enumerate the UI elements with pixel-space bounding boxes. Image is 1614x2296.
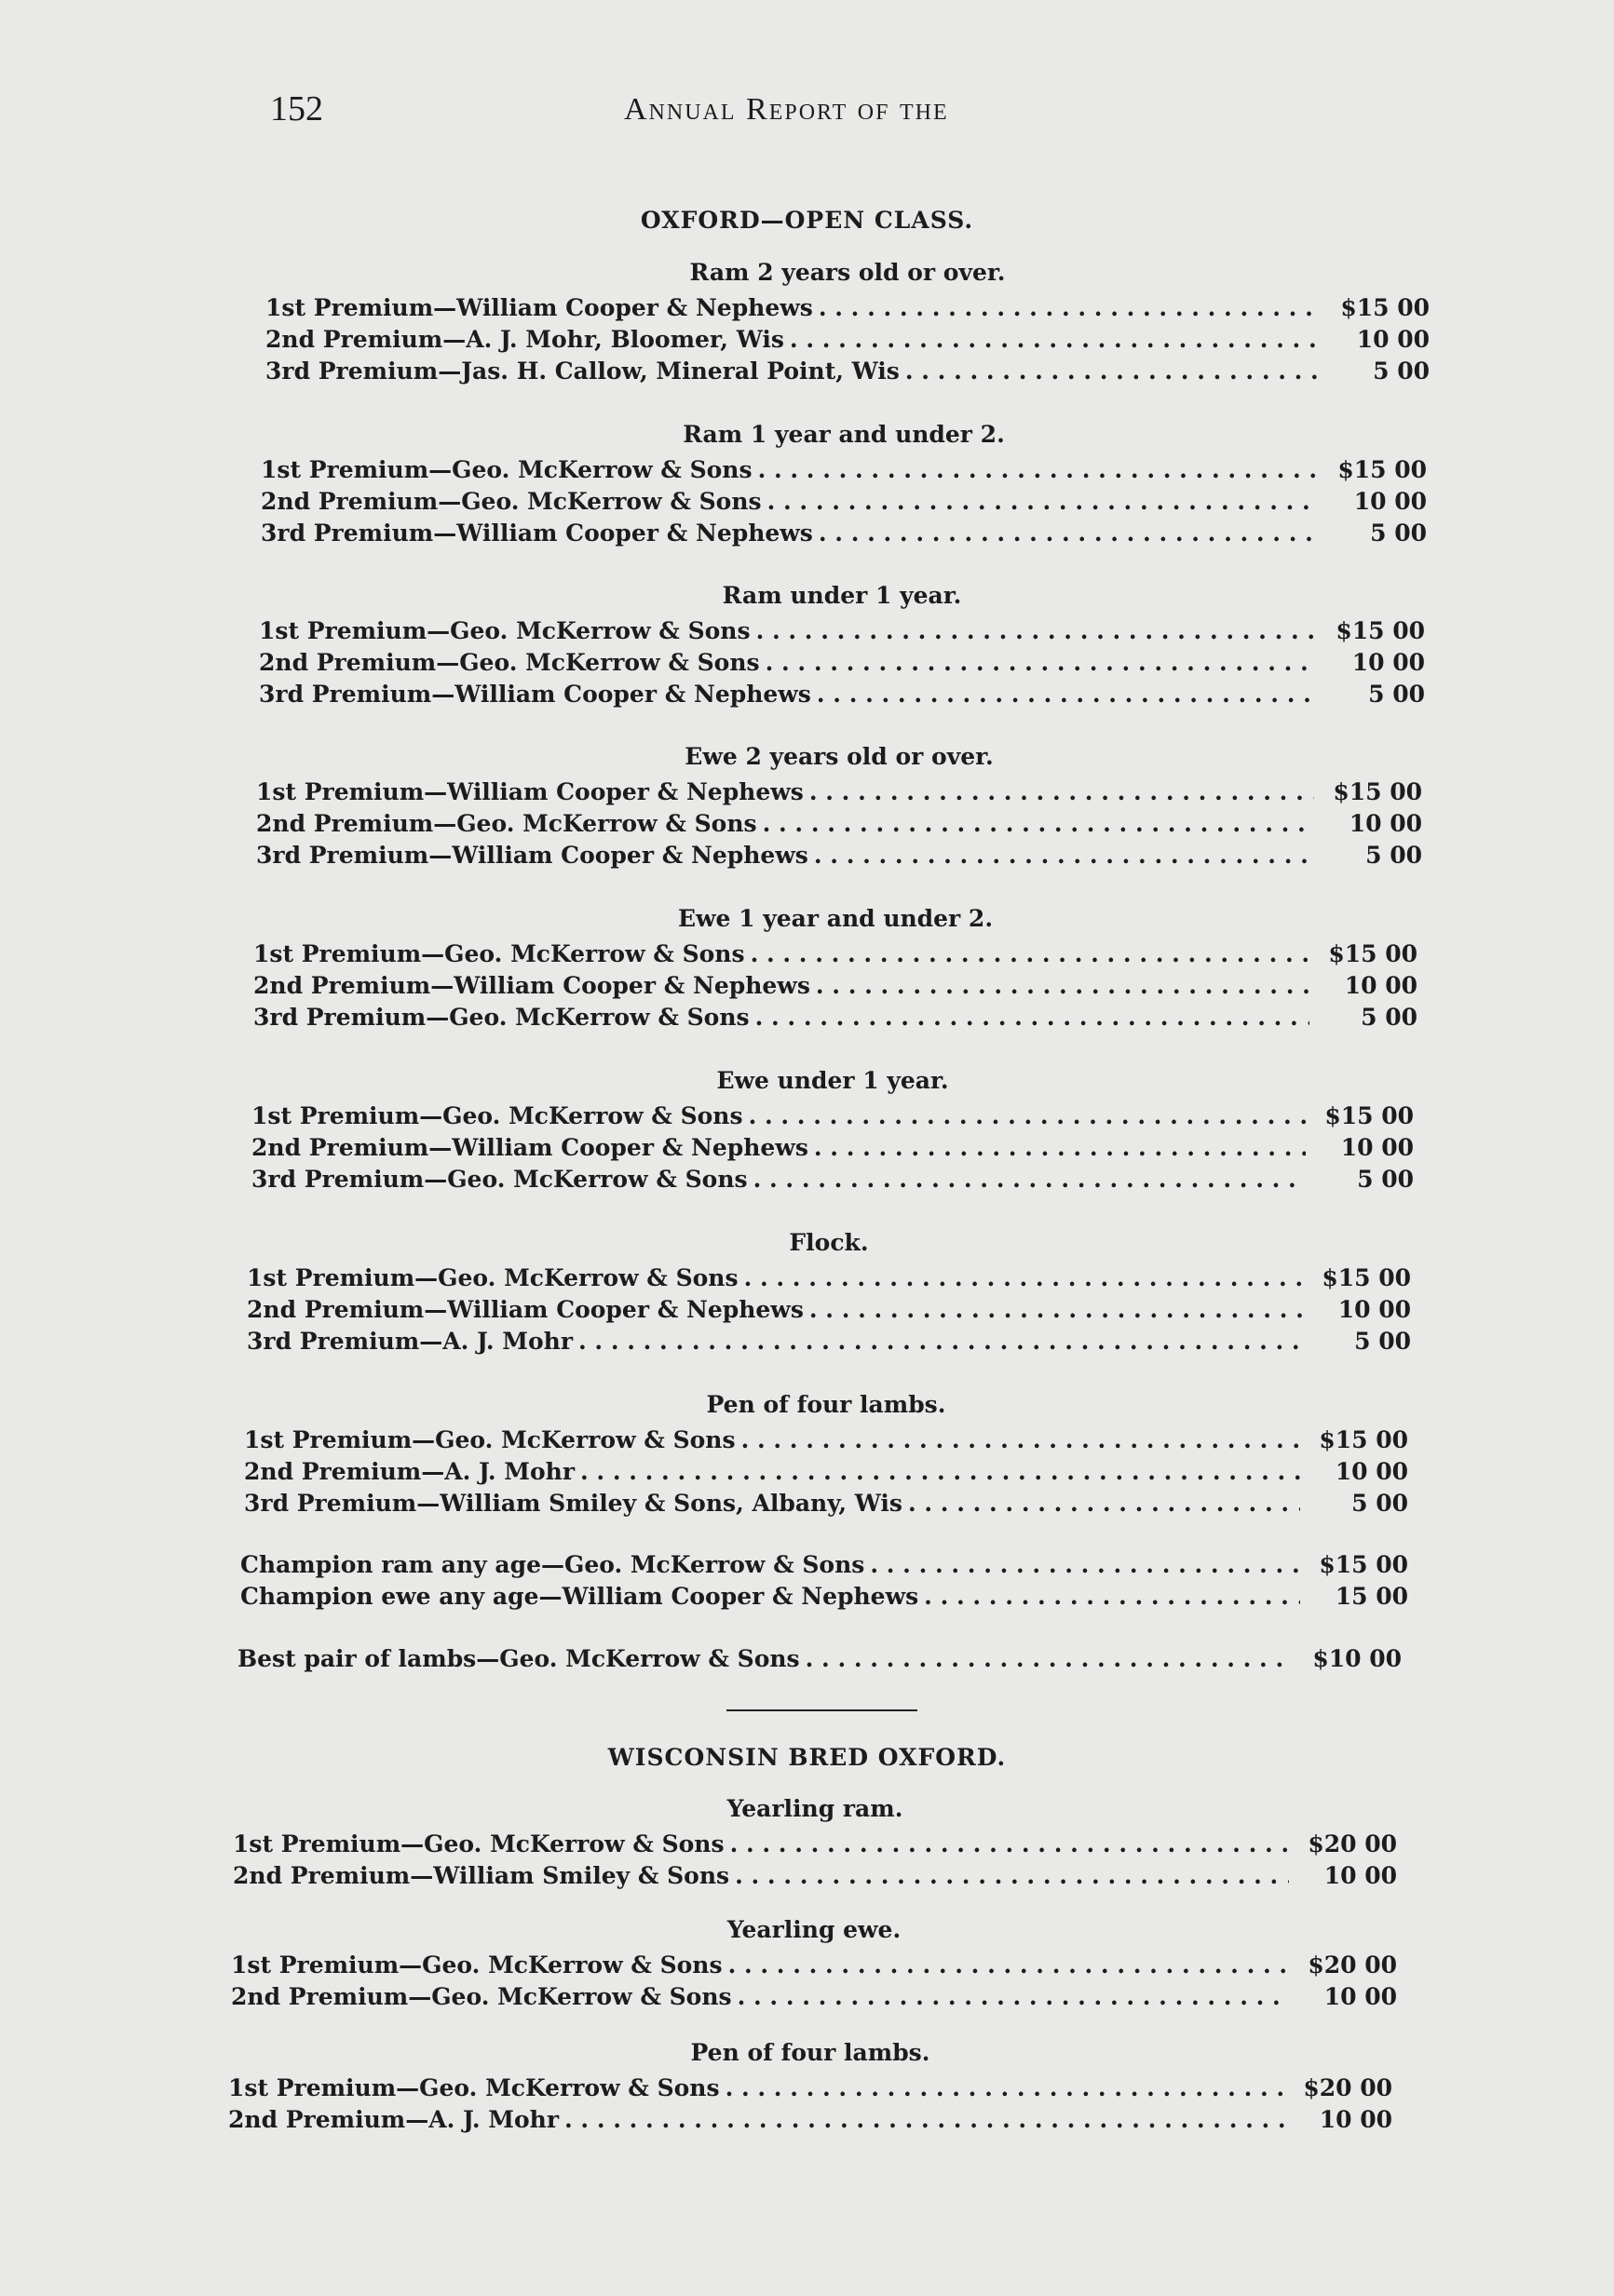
premium-amount: 10 00 <box>1323 1983 1397 2010</box>
premium-entry <box>261 454 1427 486</box>
premium-label: 1st Premium—Geo. McKerrow & Sons <box>244 1426 736 1453</box>
premium-entry <box>253 939 1417 970</box>
premium-label: 3rd Premium—William Smiley & Sons, Albany, Wis <box>244 1490 902 1517</box>
section-title-oxford-open: OXFORD—OPEN CLASS. <box>640 207 974 234</box>
page-header <box>270 88 1108 135</box>
premium-group <box>240 1549 1408 1613</box>
premium-amount: 5 00 <box>1351 1490 1408 1517</box>
premium-entry <box>265 356 1430 387</box>
section-title-wisconsin-bred: WISCONSIN BRED OXFORD. <box>607 1744 1007 1771</box>
premium-group <box>247 1229 1411 1357</box>
premium-entry <box>251 1132 1414 1164</box>
premium-entry <box>261 518 1427 549</box>
premium-group <box>261 421 1427 549</box>
premium-label: 2nd Premium—A. J. Mohr <box>228 2106 560 2133</box>
premium-entry <box>247 1294 1411 1326</box>
premium-amount: $15 00 <box>1333 778 1422 805</box>
premium-amount: $15 00 <box>1336 617 1425 644</box>
dot-leader <box>738 1981 1289 2013</box>
premium-label: 1st Premium—William Cooper & Nephews <box>256 778 804 805</box>
dot-leader <box>767 486 1319 518</box>
dot-leader <box>766 647 1317 679</box>
class-heading: Ewe 2 years old or over. <box>685 743 994 770</box>
premium-label: 3rd Premium—Jas. H. Callow, Mineral Point, Wis <box>265 358 900 385</box>
premium-label: 1st Premium—Geo. McKerrow & Sons <box>247 1264 739 1291</box>
premium-group <box>251 1067 1414 1195</box>
premium-amount: $15 00 <box>1322 1264 1411 1291</box>
premium-entry <box>256 777 1422 808</box>
class-heading: Pen of four lambs. <box>690 2039 930 2066</box>
page-number: 152 <box>270 89 323 128</box>
premium-label: 1st Premium—Geo. McKerrow & Sons <box>231 1952 723 1979</box>
premium-label: 2nd Premium—William Smiley & Sons <box>233 1862 730 1889</box>
premium-amount: 5 00 <box>1373 358 1430 385</box>
premium-label: 3rd Premium—Geo. McKerrow & Sons <box>253 1004 750 1031</box>
class-heading: Yearling ewe. <box>726 1916 902 1943</box>
dot-leader <box>741 1425 1300 1456</box>
dot-leader <box>749 1101 1306 1132</box>
dot-leader <box>753 1164 1306 1195</box>
premium-label: Champion ram any age—Geo. McKerrow & Sons <box>240 1551 865 1578</box>
premium-entry <box>240 1581 1408 1613</box>
premium-label: 2nd Premium—Geo. McKerrow & Sons <box>256 810 757 837</box>
premium-entry <box>265 292 1430 324</box>
premium-amount: $15 00 <box>1340 294 1430 321</box>
premium-entry <box>247 1326 1411 1357</box>
premium-label: 3rd Premium—William Cooper & Nephews <box>261 520 813 547</box>
premium-entry <box>253 970 1417 1002</box>
premium-label: 1st Premium—Geo. McKerrow & Sons <box>261 456 753 483</box>
dot-leader <box>908 1488 1300 1519</box>
premium-amount: 10 00 <box>1340 1134 1414 1161</box>
premium-amount: $15 00 <box>1328 940 1417 967</box>
dot-leader <box>806 1643 1294 1675</box>
dot-leader <box>790 324 1322 356</box>
premium-label: 2nd Premium—William Cooper & Nephews <box>247 1296 804 1323</box>
dot-leader <box>870 1549 1300 1581</box>
dot-leader <box>578 1326 1303 1357</box>
premium-amount: $10 00 <box>1312 1645 1402 1672</box>
dot-leader <box>730 1829 1289 1860</box>
premium-entry <box>240 1549 1408 1581</box>
class-heading: Ram under 1 year. <box>722 582 962 609</box>
premium-label: 2nd Premium—Geo. McKerrow & Sons <box>259 649 760 676</box>
class-heading: Ram 1 year and under 2. <box>683 421 1005 448</box>
premium-label: 2nd Premium—Geo. McKerrow & Sons <box>261 488 762 515</box>
premium-label: 3rd Premium—Geo. McKerrow & Sons <box>251 1166 748 1193</box>
premium-label: 3rd Premium—William Cooper & Nephews <box>259 681 811 708</box>
running-head: Annual Report of the <box>624 92 949 127</box>
premium-label: 3rd Premium—A. J. Mohr <box>247 1328 573 1355</box>
premium-label: 1st Premium—Geo. McKerrow & Sons <box>251 1102 743 1129</box>
premium-amount: 10 00 <box>1344 972 1417 999</box>
premium-entry <box>231 1981 1397 2013</box>
premium-entry <box>247 1263 1411 1294</box>
premium-amount: $15 00 <box>1319 1551 1408 1578</box>
premium-entry <box>251 1164 1414 1195</box>
premium-entry <box>259 615 1425 647</box>
premium-entry <box>244 1425 1408 1456</box>
premium-amount: 10 00 <box>1337 1296 1411 1323</box>
dot-leader <box>564 2104 1284 2136</box>
premium-label: 2nd Premium—William Cooper & Nephews <box>253 972 810 999</box>
dot-leader <box>728 1950 1289 1981</box>
premium-label: 1st Premium—Geo. McKerrow & Sons <box>228 2074 720 2101</box>
premium-entry <box>265 324 1430 356</box>
dot-leader <box>744 1263 1303 1294</box>
premium-amount: $20 00 <box>1308 1952 1397 1979</box>
class-heading: Ram 2 years old or over. <box>689 259 1006 286</box>
premium-amount: $15 00 <box>1319 1426 1408 1453</box>
premium-amount: $20 00 <box>1303 2074 1392 2101</box>
premium-amount: 5 00 <box>1354 1328 1411 1355</box>
premium-label: 1st Premium—Geo. McKerrow & Sons <box>259 617 751 644</box>
premium-amount: 10 00 <box>1323 1862 1397 1889</box>
dot-leader <box>755 1002 1309 1033</box>
premium-entry <box>233 1829 1397 1860</box>
premium-group <box>253 905 1417 1033</box>
premium-label: 2nd Premium—William Cooper & Nephews <box>251 1134 808 1161</box>
premium-amount: 5 00 <box>1361 1004 1417 1031</box>
class-heading: Ewe under 1 year. <box>716 1067 949 1094</box>
premium-amount: 5 00 <box>1370 520 1427 547</box>
dot-leader <box>809 1294 1303 1326</box>
premium-entry <box>251 1101 1414 1132</box>
premium-entry <box>256 808 1422 840</box>
premium-group <box>233 1795 1397 1892</box>
dot-leader <box>580 1456 1300 1488</box>
premium-entry <box>244 1456 1408 1488</box>
premium-entry <box>228 2104 1392 2136</box>
premium-entry <box>253 1002 1417 1033</box>
dot-leader <box>819 518 1319 549</box>
premium-amount: 10 00 <box>1349 810 1422 837</box>
premium-group <box>265 259 1430 387</box>
premium-label: 1st Premium—William Cooper & Nephews <box>265 294 813 321</box>
premium-label: 2nd Premium—A. J. Mohr, Bloomer, Wis <box>265 326 784 353</box>
class-heading: Yearling ram. <box>726 1795 903 1822</box>
premium-label: 1st Premium—Geo. McKerrow & Sons <box>253 940 745 967</box>
premium-amount: 15 00 <box>1335 1583 1408 1610</box>
premium-amount: 10 00 <box>1353 488 1427 515</box>
premium-label: Champion ewe any age—William Cooper & Nephews <box>240 1583 919 1610</box>
premium-group <box>259 582 1425 710</box>
premium-group <box>244 1391 1408 1519</box>
dot-leader <box>756 615 1317 647</box>
dot-leader <box>814 1132 1306 1164</box>
dot-leader <box>817 679 1317 710</box>
dot-leader <box>924 1581 1300 1613</box>
premium-entry <box>231 1950 1397 1981</box>
premium-entry <box>237 1643 1402 1675</box>
premium-amount: 5 00 <box>1365 842 1422 869</box>
dot-leader <box>809 777 1314 808</box>
premium-entry <box>228 2073 1392 2104</box>
premium-amount: $15 00 <box>1337 456 1427 483</box>
class-heading: Pen of four lambs. <box>706 1391 946 1418</box>
premium-entry <box>259 647 1425 679</box>
premium-amount: 10 00 <box>1335 1458 1408 1485</box>
premium-label: 3rd Premium—William Cooper & Nephews <box>256 842 808 869</box>
premium-group <box>256 743 1422 871</box>
premium-entry <box>259 679 1425 710</box>
premium-group <box>231 1916 1397 2013</box>
dot-leader <box>751 939 1309 970</box>
premium-entry <box>244 1488 1408 1519</box>
class-heading: Ewe 1 year and under 2. <box>677 905 994 932</box>
dot-leader <box>735 1860 1289 1892</box>
premium-amount: $15 00 <box>1324 1102 1414 1129</box>
premium-amount: 10 00 <box>1351 649 1425 676</box>
dot-leader <box>814 840 1314 871</box>
premium-amount: 5 00 <box>1357 1166 1414 1193</box>
premium-amount: $20 00 <box>1308 1830 1397 1857</box>
dot-leader <box>726 2073 1284 2104</box>
dot-leader <box>819 292 1322 324</box>
premium-entry <box>233 1860 1397 1892</box>
premium-entry <box>261 486 1427 518</box>
premium-label: 2nd Premium—A. J. Mohr <box>244 1458 576 1485</box>
premium-amount: 10 00 <box>1319 2106 1392 2133</box>
premium-amount: 5 00 <box>1368 681 1425 708</box>
premium-group <box>237 1643 1402 1675</box>
section-divider <box>726 1709 917 1711</box>
premium-amount: 10 00 <box>1356 326 1430 353</box>
premium-group <box>228 2039 1392 2136</box>
dot-leader <box>905 356 1322 387</box>
premium-label: 2nd Premium—Geo. McKerrow & Sons <box>231 1983 732 2010</box>
dot-leader <box>763 808 1314 840</box>
premium-entry <box>256 840 1422 871</box>
dot-leader <box>816 970 1309 1002</box>
dot-leader <box>758 454 1319 486</box>
premium-label: 1st Premium—Geo. McKerrow & Sons <box>233 1830 725 1857</box>
premium-label: Best pair of lambs—Geo. McKerrow & Sons <box>237 1645 800 1672</box>
class-heading: Flock. <box>789 1229 869 1256</box>
